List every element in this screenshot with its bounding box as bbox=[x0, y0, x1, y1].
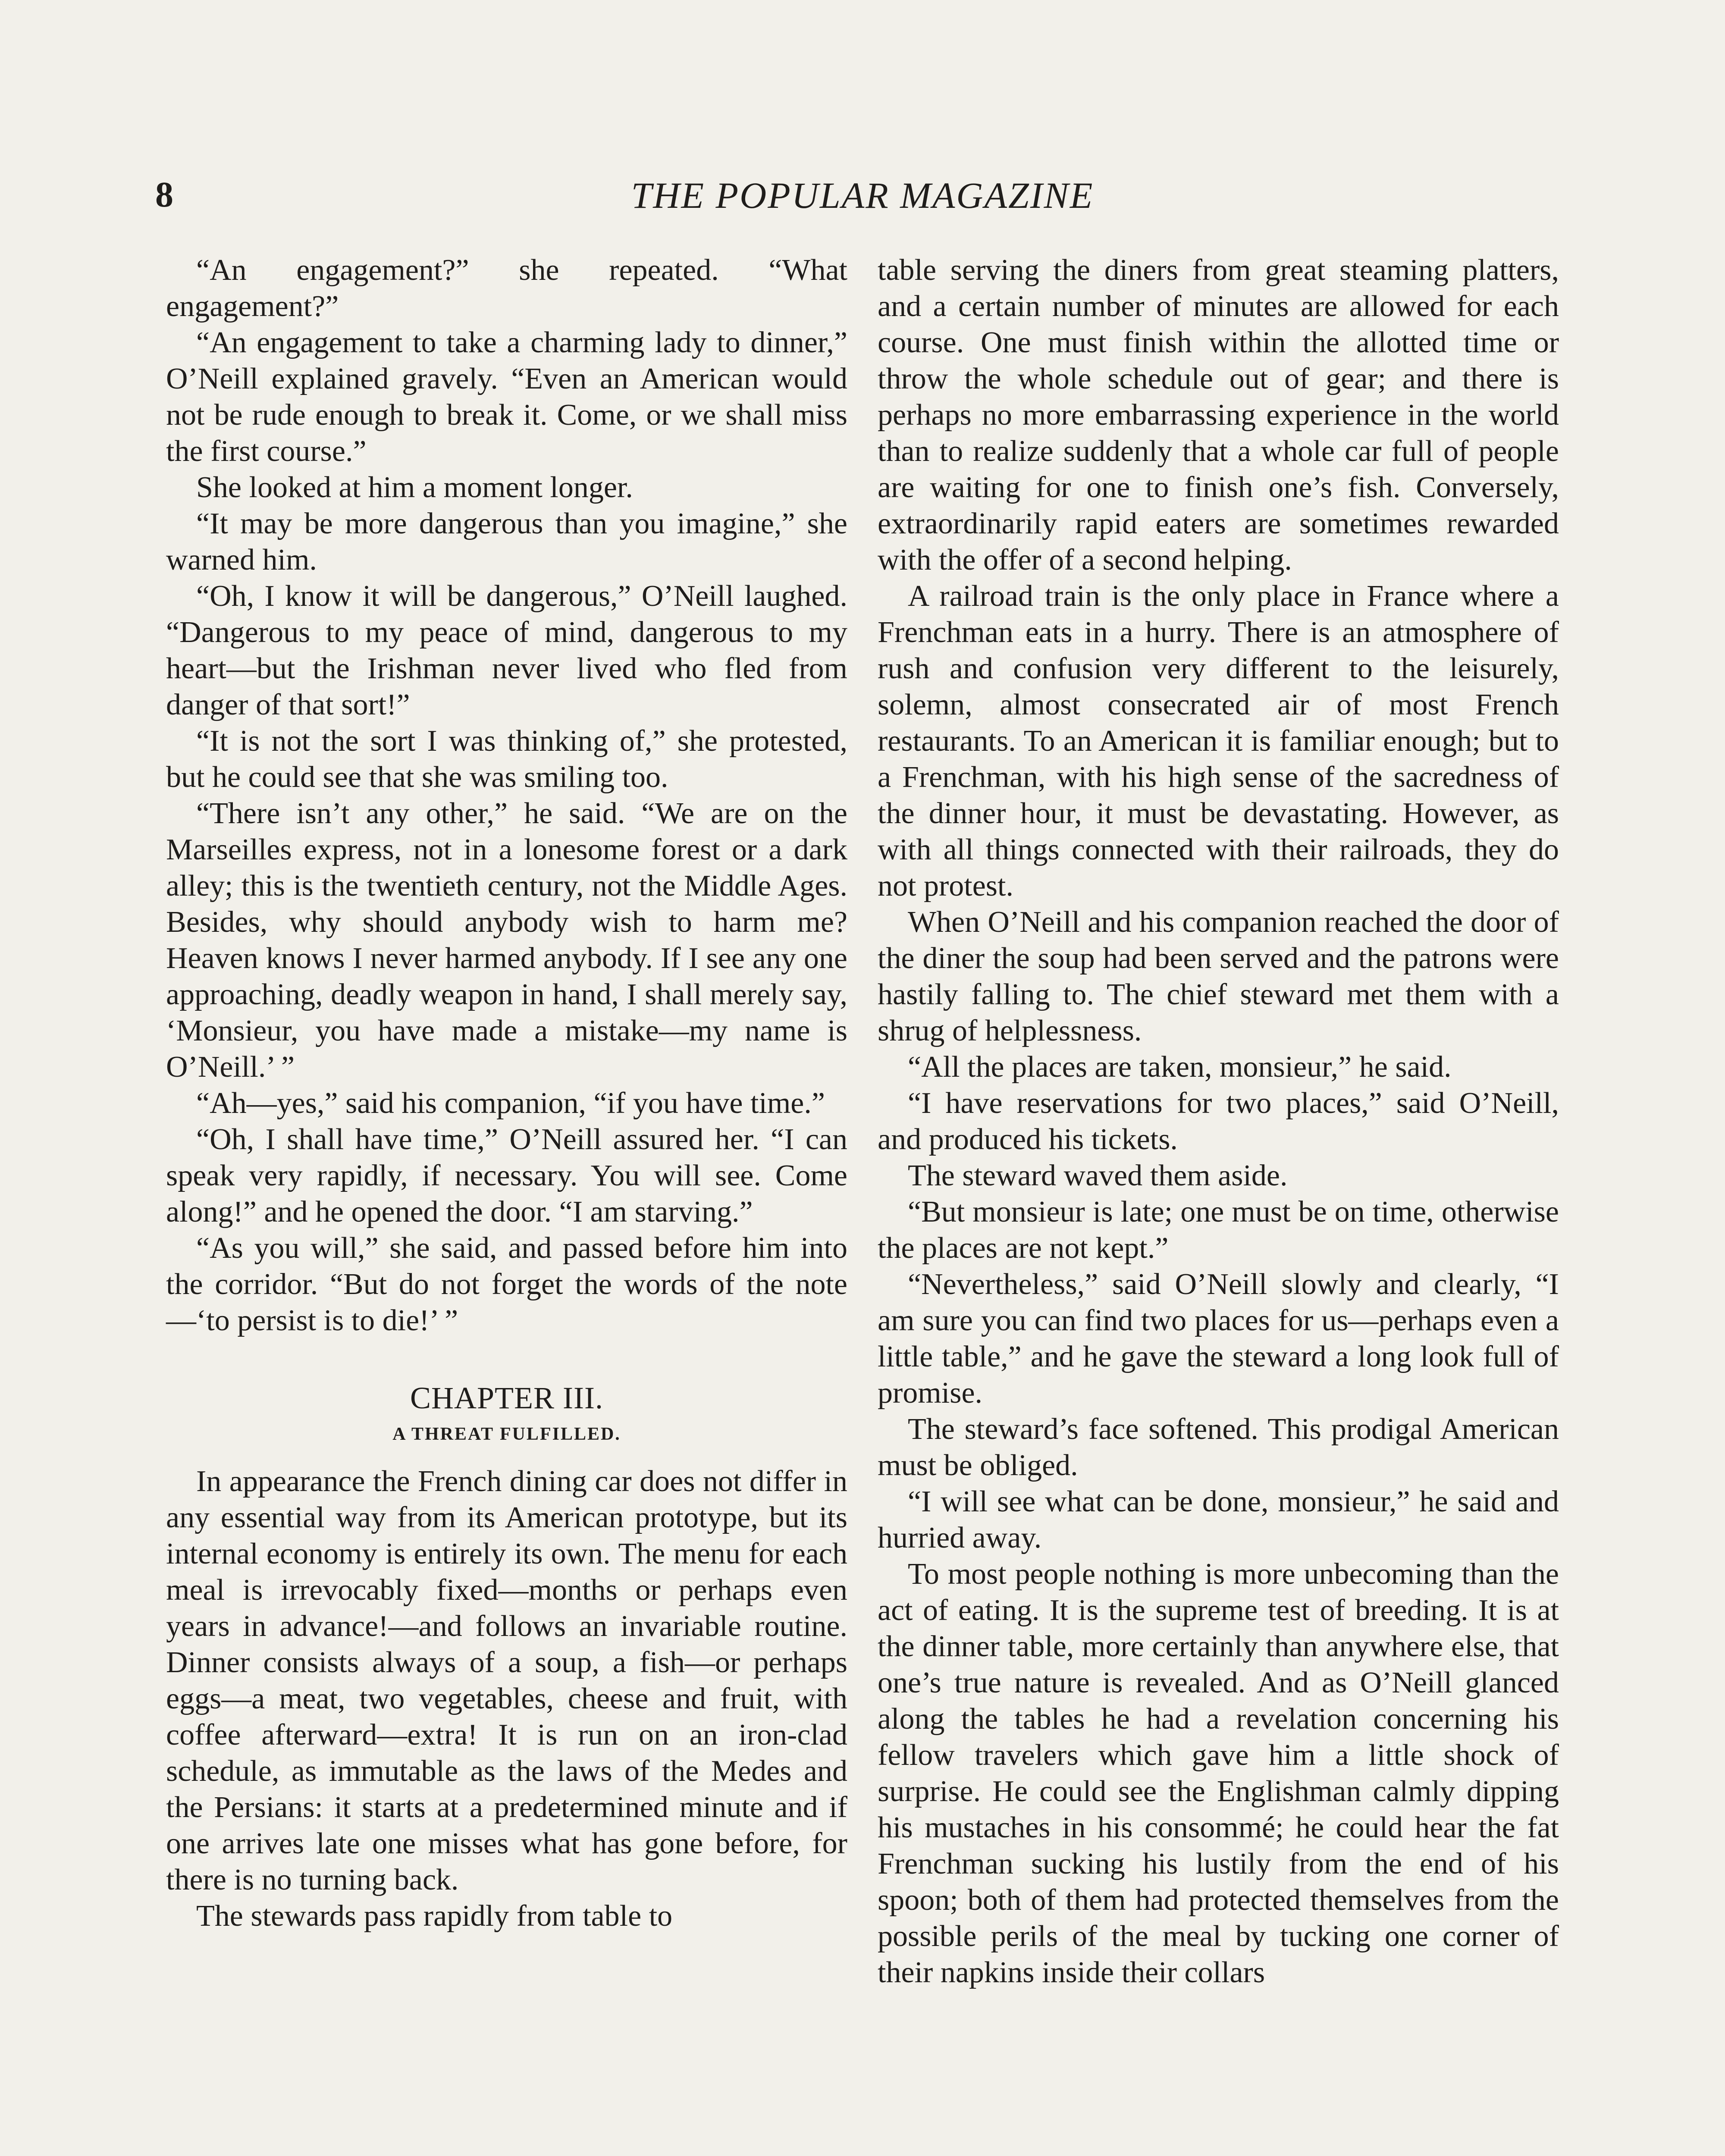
paragraph: “Oh, I shall have time,” O’Neill assured her. “I can speak very rapidly, if necessary. You will see. Come along!” and he opened the door. “I am starving.” bbox=[166, 1123, 847, 1228]
paragraph: “All the places are taken, monsieur,” he said. bbox=[908, 1050, 1452, 1084]
chapter-heading bbox=[166, 1380, 847, 1446]
paragraph: “I will see what can be done, monsieur,” he said and hurried away. bbox=[878, 1485, 1559, 1554]
page-header bbox=[0, 177, 1725, 224]
paragraph: “An engagement?” she repeated. “What engagement?” bbox=[166, 254, 847, 323]
paragraph: “I have reservations for two places,” said O’Neill, and produced his tickets. bbox=[878, 1087, 1559, 1156]
paragraph: “Oh, I know it will be dangerous,” O’Neill laughed. “Dangerous to my peace of mind, dangerous to my heart—but the Irishman never lived who fled from danger of that sort!” bbox=[166, 580, 847, 721]
magazine-title: THE POPULAR MAGAZINE bbox=[631, 175, 1094, 216]
paragraph: “Nevertheless,” said O’Neill slowly and clearly, “I am sure you can find two places for us—perhaps even a little table,” and he gave the steward a long look full of promise. bbox=[878, 1268, 1559, 1410]
paragraph: The steward waved them aside. bbox=[908, 1159, 1288, 1192]
paragraph: She looked at him a moment longer. bbox=[196, 471, 633, 504]
paragraph: “Ah—yes,” said his companion, “if you have time.” bbox=[196, 1087, 825, 1120]
paragraph: “An engagement to take a charming lady to dinner,” O’Neill explained gravely. “Even an American would not be rude enough to break it. Come, or we shall miss the first course.” bbox=[166, 326, 847, 468]
paragraph: table serving the diners from great steaming platters, and a certain number of minutes are allowed for each course. One must finish within the allotted time or throw the whole schedule out of gear; and there is perhaps no more embarrassing experience in the world than to realize suddenly that a whole car full of people are waiting for one to finish one’s fish. Conversely, extraordinarily rapid eaters are sometimes rewarded with the offer of a second helping. bbox=[878, 254, 1559, 577]
paragraph: “There isn’t any other,” he said. “We are on the Marseilles express, not in a lonesome forest or a dark alley; this is the twentieth century, not the Middle Ages. Besides, why should anybody wish to harm me? Heaven knows I never harmed anybody. If I see any one approaching, deadly weapon in hand, I shall merely say, ‘Monsieur, you have made a mistake—my name is O’Neill.’ ” bbox=[166, 797, 847, 1084]
page-number: 8 bbox=[155, 175, 173, 215]
paragraph: “It is not the sort I was thinking of,” she protested, but he could see that she was smiling too. bbox=[166, 724, 847, 794]
chapter-title: CHAPTER III. bbox=[410, 1381, 603, 1415]
paragraph: A railroad train is the only place in France where a Frenchman eats in a hurry. There is an atmosphere of rush and confusion very different to the leisurely, solemn, almost consecrated air of most French restaurants. To an American it is familiar enough; but to a Frenchman, with his high sense of the sacredness of the dinner hour, it must be devastating. However, as with all things connected with their railroads, they do not protest. bbox=[878, 580, 1559, 903]
paragraph: “As you will,” she said, and passed before him into the corridor. “But do not forget the words of the note—‘to persist is to die!’ ” bbox=[166, 1232, 847, 1337]
paragraph: To most people nothing is more unbecoming than the act of eating. It is the supreme test of breeding. It is at the dinner table, more certainly than anywhere else, that one’s true nature is revealed. And as O’Neill glanced along the tables he had a revelation concerning his fellow travelers which gave him a little shock of surprise. He could see the Englishman calmly dipping his mustaches in his consommé; he could hear the fat Frenchman sucking his lustily from the end of his spoon; both of them had protected themselves from the possible perils of the meal by tucking one corner of their napkins inside their collars bbox=[878, 1557, 1559, 1989]
chapter-subtitle: A THREAT FULFILLED. bbox=[392, 1424, 621, 1444]
left-column bbox=[166, 252, 847, 1934]
paragraph: The stewards pass rapidly from table to bbox=[196, 1899, 673, 1933]
paragraph: In appearance the French dining car does not differ in any essential way from its American prototype, but its internal economy is entirely its own. The menu for each meal is irrevocably fixed—months or perhaps even years in advance!—and follows an invariable routine. Dinner consists always of a soup, a fish—or perhaps eggs—a meat, two vegetables, cheese and fruit, with coffee afterward—extra! It is run on an iron-clad schedule, as immutable as the laws of the Medes and the Persians: it starts at a predetermined minute and if one arrives late one misses what has gone before, for there is no turning back. bbox=[166, 1465, 847, 1896]
paragraph: “But monsieur is late; one must be on time, otherwise the places are not kept.” bbox=[878, 1195, 1559, 1265]
right-column bbox=[878, 252, 1559, 1991]
paragraph: The steward’s face softened. This prodigal American must be obliged. bbox=[878, 1413, 1559, 1482]
paragraph: “It may be more dangerous than you imagine,” she warned him. bbox=[166, 507, 847, 577]
paragraph: When O’Neill and his companion reached the door of the diner the soup had been served and the patrons were hastily falling to. The chief steward met them with a shrug of helplessness. bbox=[878, 906, 1559, 1047]
